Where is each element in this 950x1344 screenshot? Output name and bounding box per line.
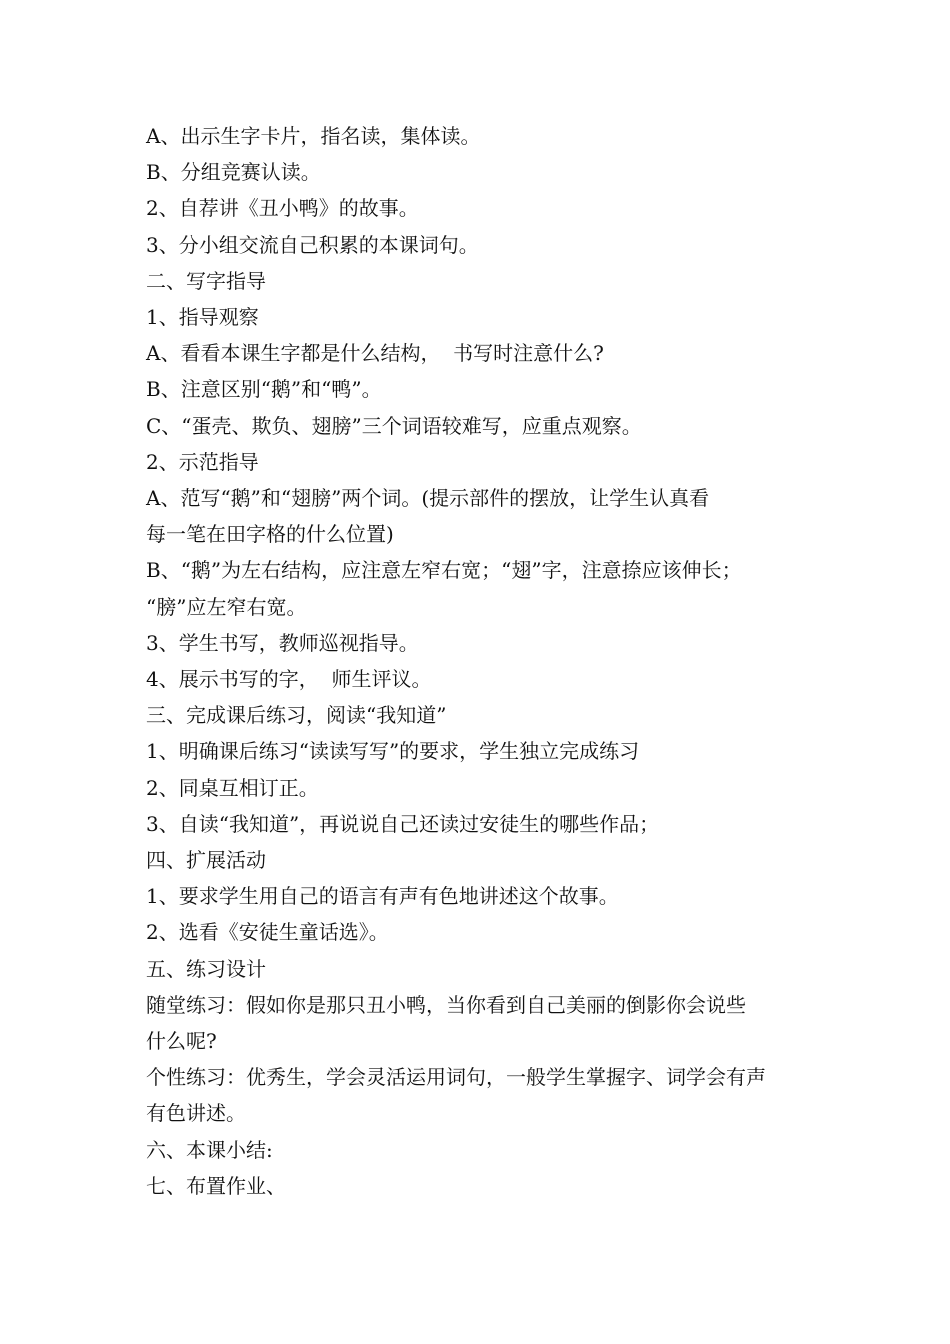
text-line-22: 1、要求学生用自己的语言有声有色地讲述这个故事。	[146, 884, 619, 909]
text-line-7: A、看看本课生字都是什么结构， 书写时注意什么?	[146, 341, 604, 366]
text-line-2: B、分组竞赛认读。	[146, 160, 321, 185]
text-line-20: 3、自读“我知道”，再说说自己还读过安徒生的哪些作品；	[146, 811, 660, 836]
section-heading-summary: 六、本课小结:	[146, 1137, 273, 1162]
text-line-1: A、出示生字卡片，指名读，集体读。	[146, 124, 481, 148]
text-line-11: A、范写“鹅”和“翅膀”两个词。(提示部件的摆放，让学生认真看	[146, 486, 710, 511]
text-line-23: 2、选看《安徒生童话选》。	[146, 920, 389, 945]
text-line-8: B、注意区别“鹅”和“鸭”。	[146, 377, 382, 402]
text-line-14: “膀”应左窄右宽。	[146, 594, 307, 619]
document-body	[146, 118, 816, 1204]
text-line-6: 1、指导观察	[146, 305, 259, 330]
section-heading-practice-design: 五、练习设计	[146, 956, 266, 981]
text-line-13: B、“鹅”为左右结构，应注意左窄右宽；“翅”字，注意捺应该伸长；	[146, 558, 742, 583]
text-line-9: C、“蛋壳、欺负、翅膀”三个词语较难写，应重点观察。	[146, 413, 642, 438]
section-heading-exercises: 三、完成课后练习，阅读“我知道”	[146, 703, 447, 728]
section-heading-homework: 七、布置作业、	[146, 1173, 286, 1198]
text-line-12: 每一笔在田字格的什么位置)	[146, 522, 394, 547]
text-line-15: 3、学生书写，教师巡视指导。	[146, 630, 419, 655]
text-line-10: 2、示范指导	[146, 449, 259, 474]
section-heading-activities: 四、扩展活动	[146, 848, 266, 873]
text-line-28: 有色讲述。	[146, 1101, 246, 1126]
text-line-25: 随堂练习：假如你是那只丑小鸭，当你看到自己美丽的倒影你会说些	[146, 992, 746, 1017]
text-line-19: 2、同桌互相订正。	[146, 775, 319, 800]
text-line-26: 什么呢?	[146, 1029, 217, 1054]
text-line-18: 1、明确课后练习“读读写写”的要求，学生独立完成练习	[146, 739, 640, 764]
text-line-4: 3、分小组交流自己积累的本课词句。	[146, 232, 479, 257]
text-line-16: 4、展示书写的字， 师生评议。	[146, 667, 432, 692]
text-line-27: 个性练习：优秀生，学会灵活运用词句，一般学生掌握字、词学会有声	[146, 1065, 766, 1090]
section-heading-writing-guidance: 二、写字指导	[146, 268, 266, 293]
text-line-3: 2、自荐讲《丑小鸭》的故事。	[146, 196, 419, 221]
